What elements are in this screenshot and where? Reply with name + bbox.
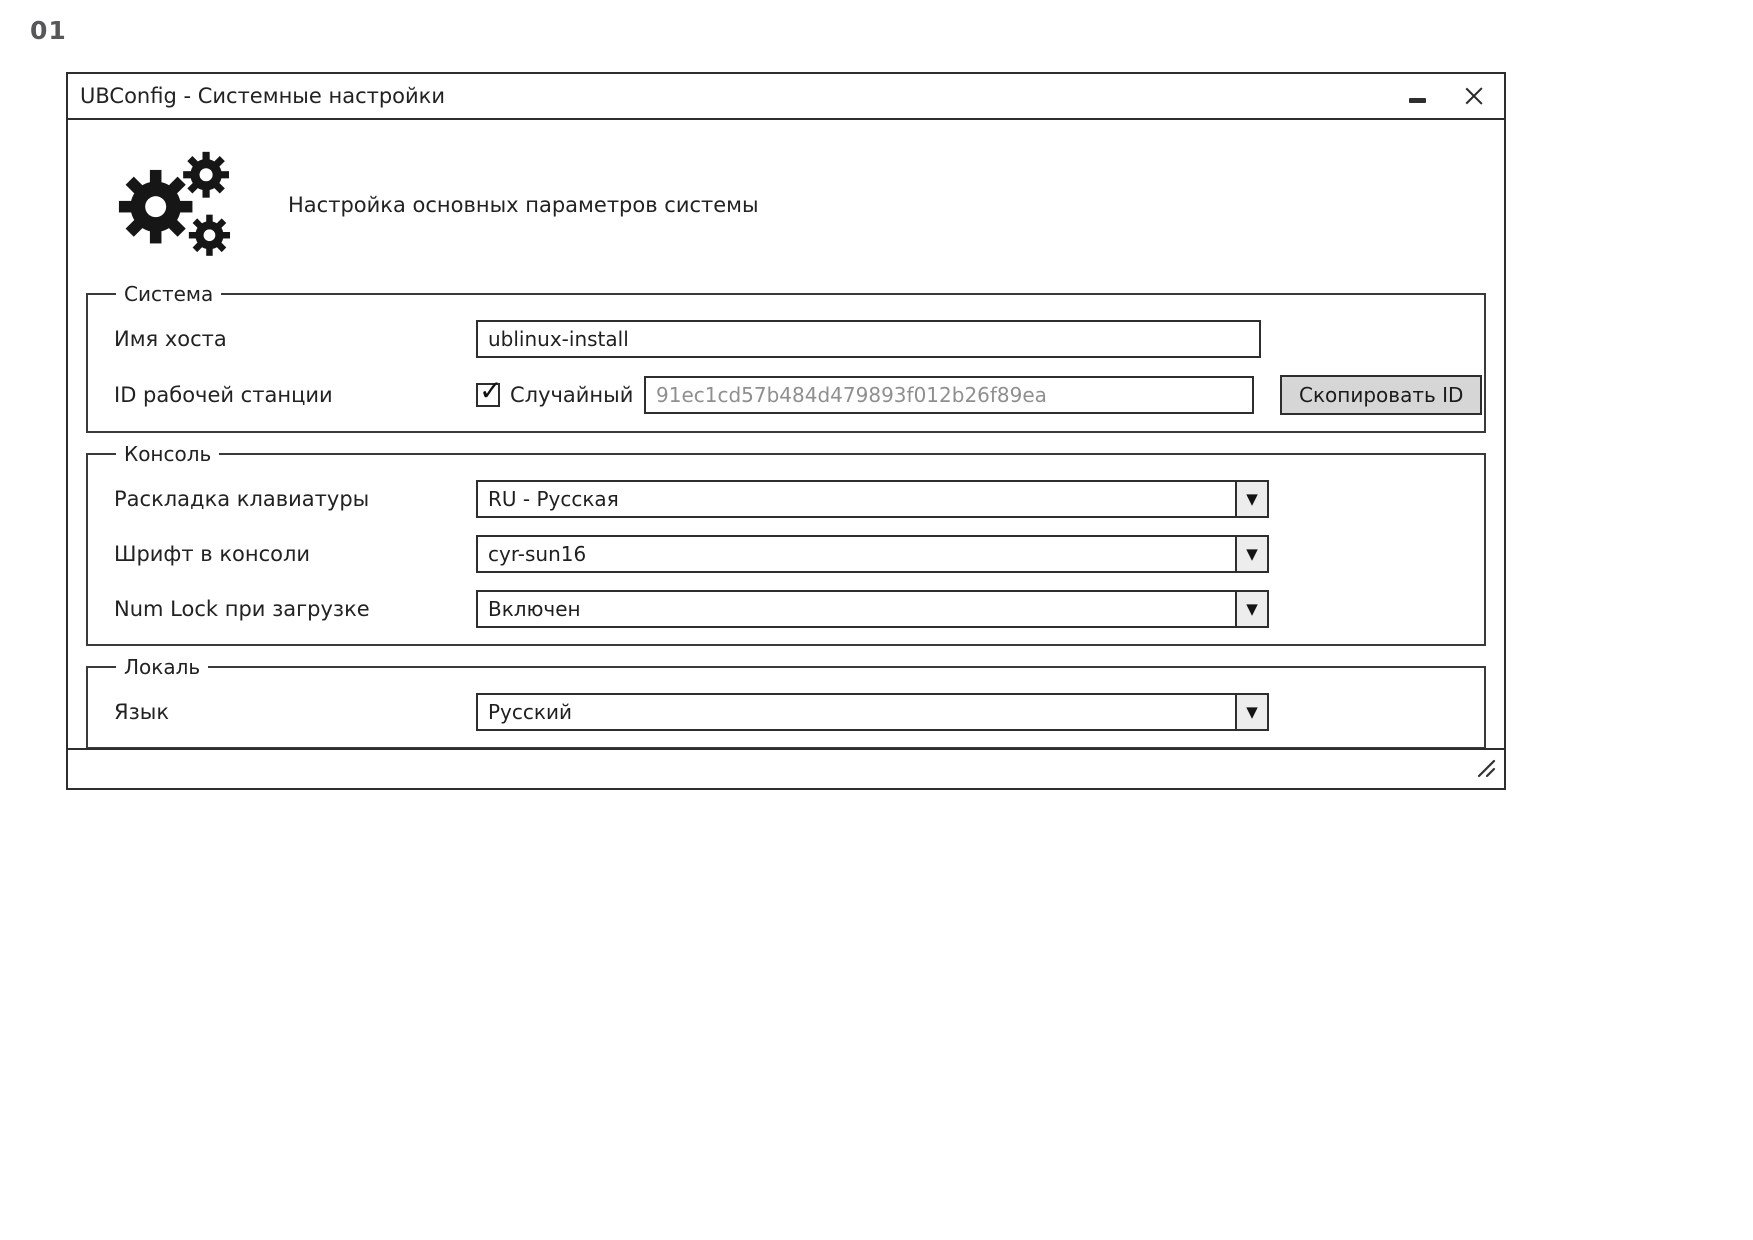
- header-row: [112, 144, 1486, 266]
- checkbox-box: [476, 374, 503, 407]
- workstation-id-row: [114, 375, 1472, 415]
- console-legend: Консоль: [124, 442, 212, 466]
- status-bar: [68, 748, 1504, 788]
- console-font-value: cyr-sun16: [488, 542, 587, 566]
- console-section: [86, 442, 1486, 646]
- numlock-dropdown-button[interactable]: [1235, 592, 1267, 626]
- window-content: [68, 120, 1504, 748]
- language-select[interactable]: [476, 693, 1269, 731]
- numlock-label: Num Lock при загрузке: [114, 597, 370, 621]
- chevron-down-icon: ▼: [1246, 702, 1258, 721]
- workstation-id-label: ID рабочей станции: [114, 383, 333, 407]
- checkmark-icon: ✓: [479, 374, 503, 407]
- minimize-icon: [1409, 98, 1426, 103]
- numlock-select[interactable]: [476, 590, 1269, 628]
- close-icon: [1464, 86, 1484, 106]
- console-font-row: [114, 535, 1472, 573]
- random-checkbox-label: Случайный: [510, 383, 634, 407]
- keyboard-layout-dropdown-button[interactable]: [1235, 482, 1267, 516]
- numlock-row: [114, 590, 1472, 628]
- copy-id-button[interactable]: Скопировать ID: [1280, 375, 1482, 415]
- chevron-down-icon: ▼: [1246, 544, 1258, 563]
- random-checkbox[interactable]: [476, 374, 644, 407]
- close-button[interactable]: [1460, 82, 1488, 110]
- locale-legend: Локаль: [124, 655, 201, 679]
- system-legend: Система: [124, 282, 214, 306]
- console-font-select[interactable]: [476, 535, 1269, 573]
- console-font-dropdown-button[interactable]: [1235, 537, 1267, 571]
- window-controls: [1405, 82, 1488, 110]
- settings-window: [66, 72, 1506, 790]
- language-label: Язык: [114, 700, 170, 724]
- chevron-down-icon: ▼: [1246, 489, 1258, 508]
- window-description: Настройка основных параметров системы: [288, 193, 759, 217]
- workstation-id-input[interactable]: [644, 376, 1254, 414]
- minimize-button[interactable]: [1405, 86, 1430, 107]
- console-font-label: Шрифт в консоли: [114, 542, 311, 566]
- resize-grip-icon[interactable]: [1473, 755, 1497, 783]
- gears-icon: [112, 146, 238, 264]
- keyboard-layout-label: Раскладка клавиатуры: [114, 487, 370, 511]
- language-dropdown-button[interactable]: [1235, 695, 1267, 729]
- keyboard-layout-row: [114, 480, 1472, 518]
- chevron-down-icon: ▼: [1246, 599, 1258, 618]
- title-bar: [68, 74, 1504, 120]
- keyboard-layout-select[interactable]: [476, 480, 1269, 518]
- hostname-input[interactable]: [476, 320, 1261, 358]
- language-row: [114, 693, 1472, 731]
- system-section: [86, 282, 1486, 433]
- window-title: UBConfig - Системные настройки: [80, 84, 446, 108]
- slide-number: 01: [30, 16, 67, 45]
- numlock-value: Включен: [488, 597, 581, 621]
- locale-section: [86, 655, 1486, 748]
- hostname-row: [114, 320, 1472, 358]
- hostname-label: Имя хоста: [114, 327, 227, 351]
- language-value: Русский: [488, 700, 572, 724]
- keyboard-layout-value: RU - Русская: [488, 487, 619, 511]
